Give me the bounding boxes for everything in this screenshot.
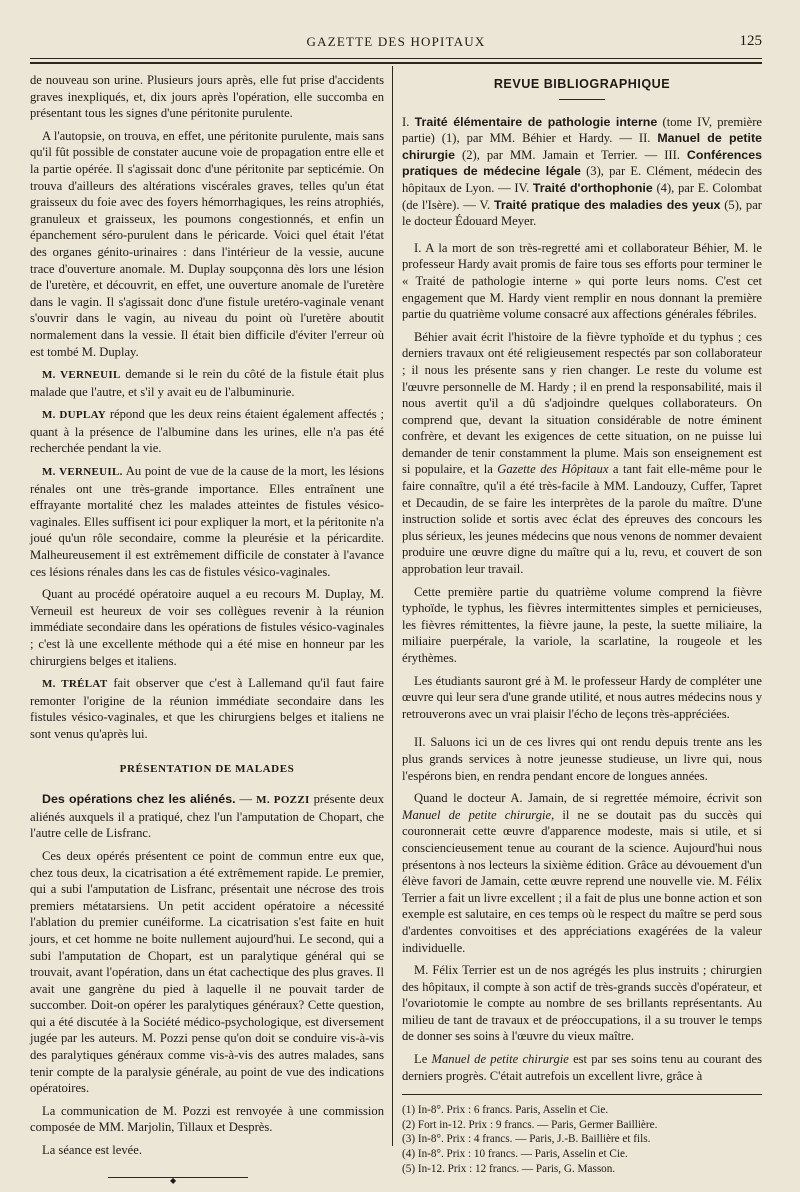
- footnote: (5) In-12. Prix : 12 francs. — Paris, G. Masson.: [402, 1162, 616, 1175]
- footnote-rule: [402, 1094, 762, 1095]
- right-column: [402, 72, 762, 1176]
- item-number: V.: [479, 197, 494, 212]
- paragraph: Ces deux opérés présentent ce point de commun entre eux que, chez tous deux, la cicatrisation a été extrêmement rapide. Le premier, qui a subi l'amputation de Lisfranc, présentait une nécrose des trois premiers métatarsiens. Un petit accident opératoire a nécessité l'ablation du premier cunéiforme. La cicatrisation s'est faite en huit jours, et cet homme ne boite nullement aujourd'hui. Le second, qui a subi l'amputation de Chopart, est un paralytique général qui se trouvait, avant l'opération, dans un état cachectique des plus graves. Il avait une gangrène du pied à laquelle il ne pouvait tarder de succomber. Doit-on opérer les paralytiques généraux? Cette question, qui a été discutée à la Société médico-psychologique, est diversement jugée par les auteurs. M. Pozzi pense qu'on doit se conduire vis-à-vis des paralytiques généraux comme vis-à-vis des autres malades, sans tenir compte de la paralysie générale, au point de vue des indications opératoires.: [30, 848, 384, 1096]
- publication-title: Manuel de petite chirurgie: [402, 807, 552, 822]
- book-details: (2), par MM. Jamain et Terrier. —: [455, 147, 665, 162]
- book-details: (4), par E. Colombat (de l'Isère). —: [402, 180, 763, 212]
- book-details: (3), par E. Clément, médecin des hôpitaux de Lyon. —: [402, 164, 762, 195]
- article-title: Des opérations chez les aliénés.: [42, 792, 236, 807]
- heading-rule: [559, 99, 605, 100]
- paragraph-text: est par ses soins tenu au courant des derniers progrès. C'était autrefois un excellent livre, grâce à: [402, 1052, 762, 1083]
- publication-title: Gazette des Hôpitaux: [497, 462, 609, 477]
- paragraph-text: demande si le rein du côté de la fistule était plus malade que l'autre, et s'il y avait eu de l'albuminurie.: [30, 367, 384, 399]
- header-rule: [30, 58, 762, 59]
- speaker-name: M. TRÉLAT: [42, 678, 108, 691]
- paragraph: Quant au procédé opératoire auquel a eu recours M. Duplay, M. Verneuil est heureux de voir ses collègues revenir à la réunion immédiate secondaire dans les opérations de fistules vésico-vaginales ; c'est là une excellente méthode qui a été mise en honneur par les chirurgiens belges et italiens.: [30, 587, 384, 668]
- paragraph: Cette première partie du quatrième volume comprend la fièvre typhoïde, le typhus, les fièvres intermittentes simples et pernicieuses, les fièvres rémittentes, la fièvre jaune, la peste, la suette miliaire, la miliaire puerpérale, la variole, la scarlatine, la rougeole et les érythèmes.: [402, 584, 762, 665]
- footnotes: [402, 1103, 762, 1176]
- paragraph-text: fait observer que c'est à Lallemand qu'il faut faire remonter l'origine de la réunion immédiate secondaire dans les fistules vésico-vaginales, et que les chirurgiens belges et italiens ne sont venus qu'après lui.: [30, 676, 384, 741]
- running-title: GAZETTE DES HOPITAUX: [306, 34, 486, 49]
- paragraph-text: Au point de vue de la cause de la mort, les lésions rénales ont une très-grande importance. Elles entraînent une effrayante mortalité chez les malades atteintes de fistules vésico-vaginales. Elles suffisent ici pour expliquer la mort, et la péritonite n'a joué qu'un rôle secondaire, comme la pleurésie et la péricardite. Malheureusement il est extrêmement difficile de constater à l'avance ces lésions rénales dans les cas de fistules vésico-vaginales.: [30, 464, 384, 579]
- speaker-name: M. VERNEUIL: [42, 369, 121, 382]
- paragraph-text: Quand le docteur A. Jamain, de si regrettée mémoire, écrivit son: [414, 791, 762, 806]
- end-ornament-rule: [108, 1175, 248, 1185]
- paragraph: [402, 1051, 762, 1084]
- paragraph-text: présente deux aliénés auxquels il a pratiqué, chez l'un l'amputation de Chopart, che l'autre celle de Lisfranc.: [30, 792, 385, 841]
- paragraph: La communication de M. Pozzi est renvoyée à une commission composée de MM. Marjolin, Tillaux et Desprès.: [30, 1103, 384, 1135]
- speaker-name: M. POZZI: [256, 794, 310, 807]
- footnote: (4) In-8°. Prix : 10 francs. — Paris, Asselin et Cie.: [402, 1148, 628, 1161]
- book-details: (tome IV, première partie) (1), par MM. Béhier et Hardy. —: [402, 114, 762, 146]
- paragraph-text: Le: [414, 1052, 432, 1067]
- paragraph: Les étudiants sauront gré à M. le professeur Hardy de compléter une œuvre qui leur sera d'une grande utilité, et nous autres médecins nous y retrouverons avec un vrai plaisir l'écho de leçons très-appréciées.: [402, 673, 762, 721]
- section-heading: PRÉSENTATION DE MALADES: [119, 762, 295, 775]
- page-header: [30, 30, 762, 54]
- speaker-name: M. DUPLAY: [42, 409, 107, 422]
- paragraph-text: a tant fait elle-même pour le faire connaître, qu'il a été très-facile à MM. Landouzy, Cuffer, Tapret et Decaudin, de se faire les interprètes de la parole du maître. D'une instruction solide et sortis avec éclat des épreuves des concours les plus sérieux, les jeunes médecins que nous venons de nommer devaient produire une œuvre digne du maître qui a lu, revu, et couvert de son approbation leur travail.: [402, 462, 762, 577]
- speaker-name: M. VERNEUIL.: [42, 466, 123, 479]
- publication-title: Manuel de petite chirurgie: [431, 1052, 569, 1067]
- paragraph-text: , il ne se doutait pas du succès qui couronnerait cette œuvre d'apparence modeste, mais si utile, et si consciencieusement tenue au courant de la science. Aujourd'hui nous présentons à nos lecteurs la sixième édition. Grâce au dévouement d'un élève favori de Jamain, cette œuvre reprend une nouvelle vie. M. Félix Terrier a fait un livre excellent ; il a fait de plus une bonne action et son exemple est salutaire, en ces temps où le respect du maître se perd sous d'ardentes convoitises et des appréciations exagérées de la valeur individuelle.: [402, 807, 763, 955]
- footnote: (2) Fort in-12. Prix : 9 francs. — Paris, Germer Baillière.: [402, 1118, 658, 1131]
- paragraph: II. Saluons ici un de ces livres qui ont rendu depuis trente ans les plus grands services à notre jeunesse studieuse, un livre qui, nous l'espérons bien, en rendra pendant encore de longues années.: [402, 735, 762, 783]
- paragraph: [402, 329, 762, 578]
- paragraph: [30, 366, 384, 400]
- item-number: II.: [638, 131, 658, 146]
- item-number: IV.: [514, 180, 533, 195]
- paragraph-text: répond que les deux reins étaient également affectés ; quant à la présence de l'albumine dans les urines, elle n'a pas été recherchée pendant la vie.: [30, 407, 384, 456]
- paragraph: [30, 406, 384, 457]
- paragraph: La séance est levée.: [42, 1143, 142, 1158]
- paragraph: A l'autopsie, on trouva, en effet, une péritonite purulente, mais sans qu'il fût possible de constater aucune voie de propagation entre elle et la partie opérée. Il s'agissait donc d'une péritonite par septicémie. On trouva d'ailleurs des altérations viscérales graves, telles qu'un état graisseux du foie avec des foyers hémorrhagiques, les reins atrophiés, granuleux et graisseux, les poumons congestionnés, et enfin un épanchement séro-purulent dans le péricarde. Voici quel était l'état des organes génito-urinaires : dans l'intérieur de la vessie, aucune trace d'ouverture anomale. M. Duplay soupçonna dès lors une lésion de l'uretère, et découvrit, en effet, une ouverture anomale de l'uretère dans le vagin. Il s'agissait donc d'une fistule uretéro-vaginale venant s'ouvrir dans le vagin, au niveau du point où l'uretère aboutit normalement dans la vessie. Il était bien difficile d'éviter l'erreur où est tombé M. Duplay.: [30, 128, 384, 359]
- item-number: III.: [664, 147, 687, 162]
- paragraph-text: Béhier avait écrit l'histoire de la fièvre typhoïde et du typhus ; ces derniers travaux ont été religieusement respectés par son collaborateur ; il nous les présente sans y rien changer. Le reste du volume est l'œuvre personnelle de M. Hardy ; il en prend la responsabilité, mais il nous avertit qu'il a dû s'adjoindre quelques collaborateurs. On comprend que, devant la situation considérable de notre éminent confrère, et devant les exigences de cette situation, on ne puisse lui demander de tenir constamment la plume. Mais son enseignement est si populaire, et la: [402, 329, 762, 477]
- column-divider: [392, 66, 393, 1146]
- book-title: Traité pratique des maladies des yeux: [493, 197, 721, 212]
- book-details: (5), par le docteur Édouard Meyer.: [402, 197, 762, 229]
- book-title: Manuel de petite chirurgie: [402, 131, 763, 162]
- paragraph: M. Félix Terrier est un de nos agrégés les plus instruits ; chirurgien des hôpitaux, il compte à son actif de très-grands succès d'opérateur, et l'ovariotomie le compte au nombre de ses brillants représentants. Au milieu de tant de travaux et de préoccupations, il a su trouver le temps de donner ses soins à l'œuvre du vieux maître.: [402, 963, 762, 1044]
- page-number: 125: [739, 33, 762, 49]
- review-heading: REVUE BIBLIOGRAPHIQUE: [493, 77, 671, 91]
- paragraph: I. A la mort de son très-regretté ami et collaborateur Béhier, M. le professeur Hardy avait promis de faire tous ses efforts pour terminer le « Traité de pathologie interne » qui porte leurs noms. C'est cet engagement que M. Hardy vient remplir en nous donnant la première partie du quatrième volume consacré aux affections générales fébriles.: [402, 240, 762, 322]
- book-title: Traité élémentaire de pathologie interne: [414, 114, 658, 129]
- header-double-rule: [30, 62, 762, 64]
- dash: —: [235, 792, 257, 807]
- footnote: (1) In-8°. Prix : 6 francs. Paris, Asselin et Cie.: [402, 1104, 609, 1117]
- paragraph: [30, 791, 384, 842]
- book-list: [402, 114, 762, 230]
- book-title: Traité d'orthophonie: [532, 180, 653, 195]
- diamond-ornament-icon: ◆: [170, 1175, 177, 1185]
- paragraph: [30, 675, 384, 742]
- paragraph: de nouveau son urine. Plusieurs jours après, elle fut prise d'accidents graves inexpliqués, et, dix jours après l'opération, elle succomba en présentant tous les signes d'une péritonite purulente.: [30, 73, 384, 121]
- footnote: (3) In-8°. Prix : 4 francs. — Paris, J.-B. Baillière et fils.: [402, 1133, 651, 1146]
- left-column: [30, 72, 385, 1185]
- paragraph: [30, 463, 384, 580]
- item-number: I.: [402, 114, 415, 129]
- book-title: Conférences pratiques de médecine légale: [402, 147, 762, 179]
- paragraph: [402, 790, 762, 956]
